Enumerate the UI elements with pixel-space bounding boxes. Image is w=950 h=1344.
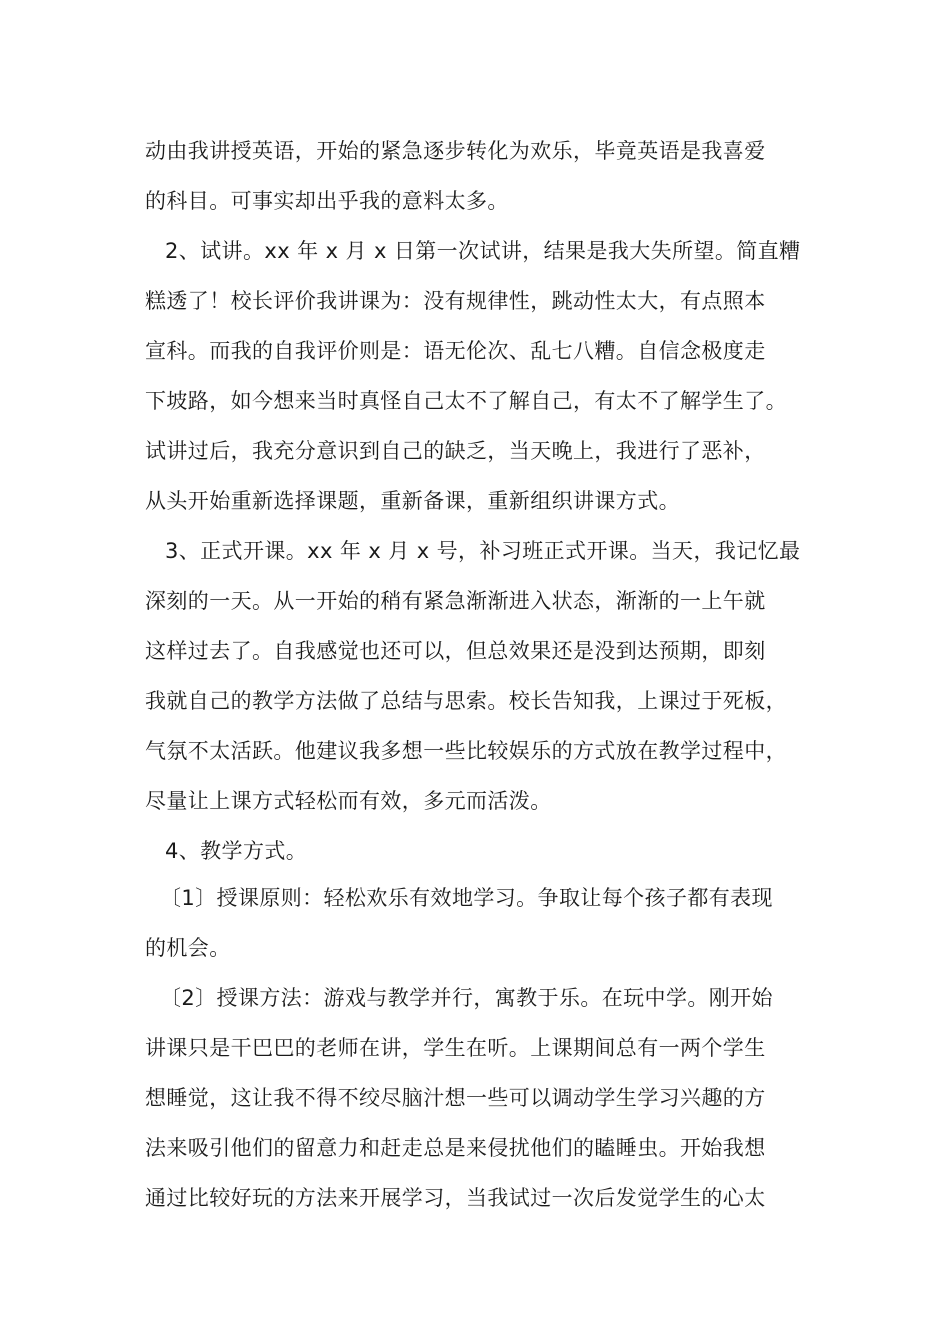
paragraph-line: 深刻的一天。从一开始的稍有紧急渐渐进入状态，渐渐的一上午就 (145, 589, 766, 613)
paragraph-line: 试讲过后，我充分意识到自己的缺乏，当天晚上，我进行了恶补， (145, 439, 766, 463)
paragraph-line: 宣科。而我的自我评价则是：语无伦次、乱七八糟。自信念极度走 (145, 339, 766, 363)
paragraph-line: 法来吸引他们的留意力和赶走总是来侵扰他们的瞌睡虫。开始我想 (145, 1136, 766, 1160)
paragraph-line: 〔1〕授课原则：轻松欢乐有效地学习。争取让每个孩子都有表现 (160, 886, 773, 910)
paragraph-line: 下坡路，如今想来当时真怪自己太不了解自己，有太不了解学生了。 (145, 389, 787, 413)
paragraph-line: 从头开始重新选择课题，重新备课，重新组织讲课方式。 (145, 489, 680, 513)
paragraph-line: 想睡觉，这让我不得不绞尽脑汁想一些可以调动学生学习兴趣的方 (145, 1086, 766, 1110)
paragraph-line: 气氛不太活跃。他建议我多想一些比较娱乐的方式放在教学过程中， (145, 739, 787, 763)
paragraph-line: 〔2〕授课方法：游戏与教学并行，寓教于乐。在玩中学。刚开始 (160, 986, 773, 1010)
paragraph-line: 2、试讲。xx 年 x 月 x 日第一次试讲，结果是我大失所望。简直糟 (165, 239, 801, 263)
paragraph-line: 讲课只是干巴巴的老师在讲，学生在听。上课期间总有一两个学生 (145, 1036, 766, 1060)
paragraph-line: 的科目。可事实却出乎我的意料太多。 (145, 189, 509, 213)
paragraph-line: 的机会。 (145, 936, 231, 960)
section-heading: 4、教学方式。 (165, 839, 308, 863)
paragraph-line: 我就自己的教学方法做了总结与思索。校长告知我，上课过于死板， (145, 689, 787, 713)
paragraph-line: 糕透了！校长评价我讲课为：没有规律性，跳动性太大，有点照本 (145, 289, 766, 313)
paragraph-line: 动由我讲授英语，开始的紧急逐步转化为欢乐，毕竟英语是我喜爱 (145, 139, 766, 163)
paragraph-line: 通过比较好玩的方法来开展学习，当我试过一次后发觉学生的心太 (145, 1186, 766, 1210)
paragraph-line: 3、正式开课。xx 年 x 月 x 号，补习班正式开课。当天，我记忆最 (165, 539, 801, 563)
paragraph-line: 这样过去了。自我感觉也还可以，但总效果还是没到达预期，即刻 (145, 639, 766, 663)
paragraph-line: 尽量让上课方式轻松而有效，多元而活泼。 (145, 789, 552, 813)
